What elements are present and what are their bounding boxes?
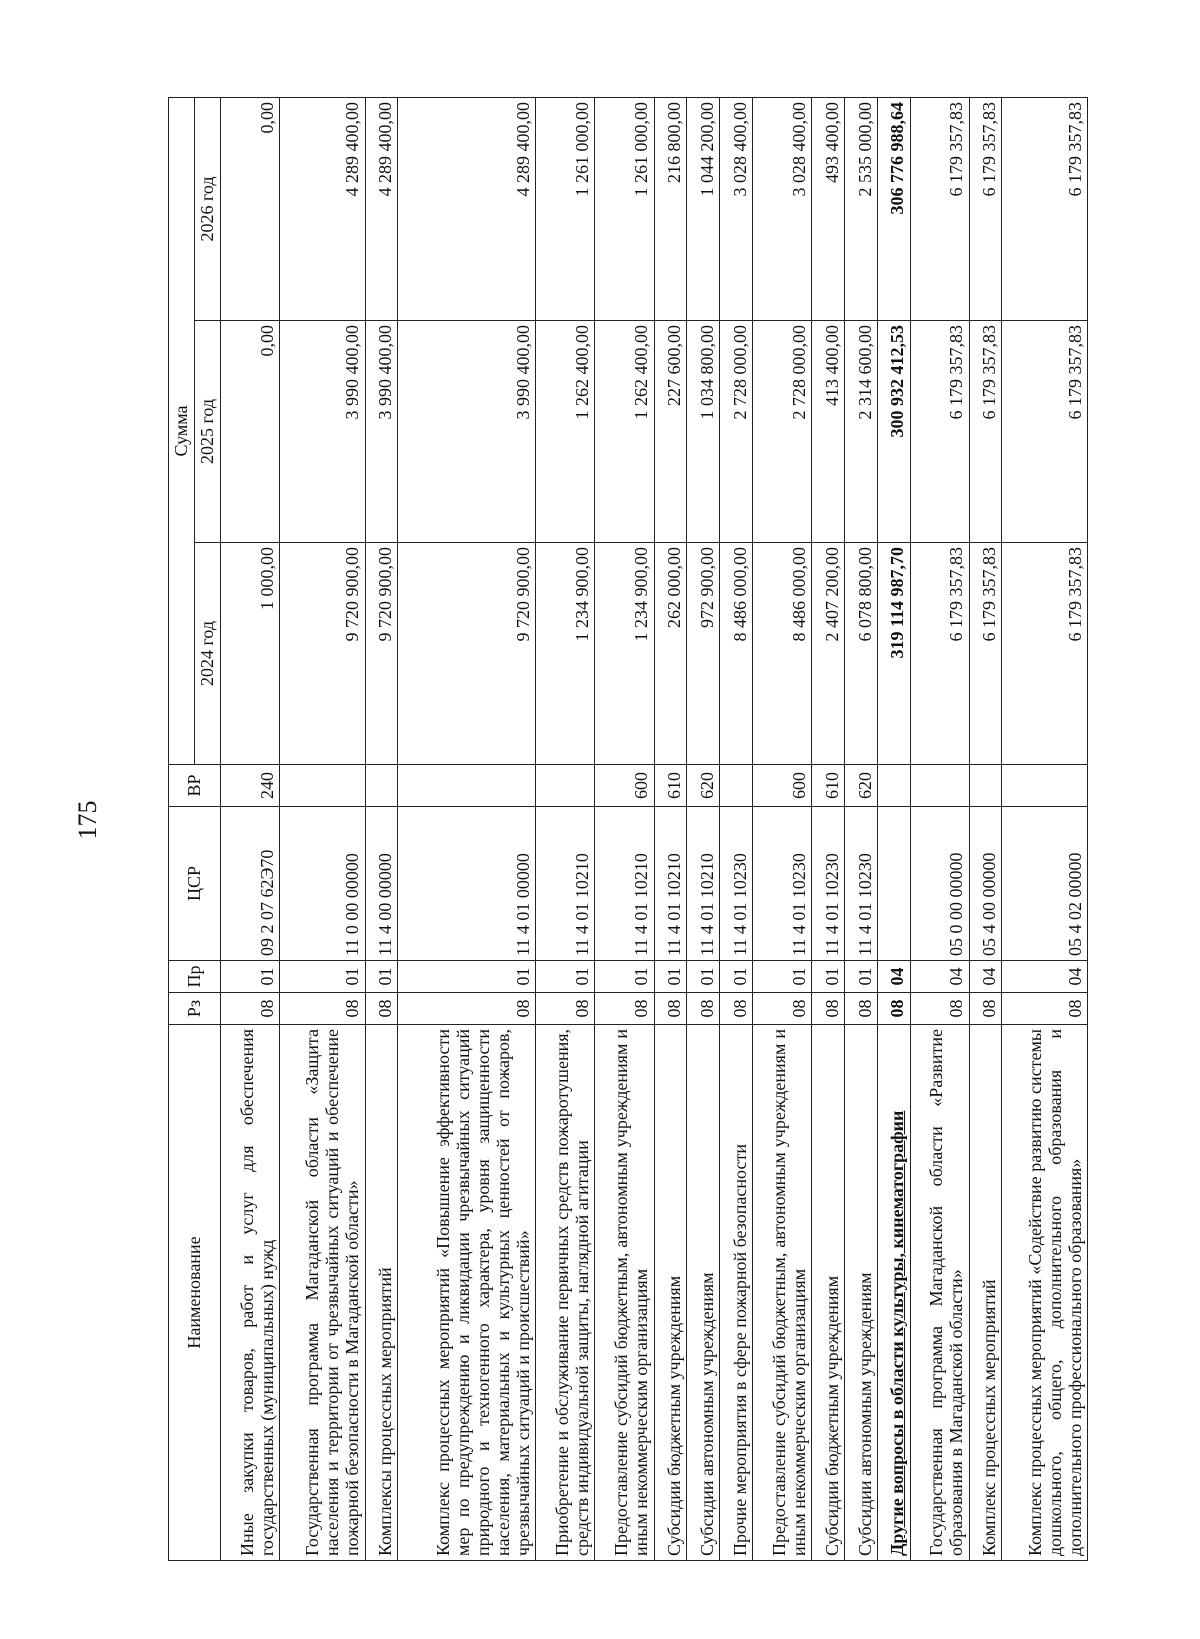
row-csr-cell: 11 4 01 10210: [536, 807, 595, 961]
row-csr-cell: 05 4 02 00000: [1002, 807, 1088, 961]
row-name-cell: Прочие мероприятия в сфере пожарной безопасности: [720, 1025, 753, 1561]
row-name-cell: Субсидии бюджетным учреждениям: [654, 1025, 687, 1561]
row-csr-cell: 11 4 01 00000: [398, 807, 536, 961]
row-vr-cell: 620: [687, 765, 720, 807]
row-sum-2026-cell: 216 800,00: [654, 97, 687, 320]
row-sum-2025-cell: 3 990 400,00: [365, 321, 398, 543]
row-rz-cell: 08: [536, 993, 595, 1025]
row-name-cell: Субсидии автономным учреждениям: [844, 1025, 877, 1561]
row-pr-cell: 04: [910, 961, 969, 993]
table-row: [910, 97, 969, 1560]
row-pr-cell: 01: [221, 961, 280, 993]
header-year-2026: 2026 год: [195, 97, 221, 320]
row-name-cell: Иные закупки товаров, работ и услуг для обеспечения государственных (муниципальных) нужд: [221, 1025, 280, 1561]
row-csr-cell: 11 4 01 10230: [812, 807, 845, 961]
row-csr-cell: 11 4 01 10210: [595, 807, 654, 961]
row-sum-2025-cell: 3 990 400,00: [398, 321, 536, 543]
budget-table-rotated: [168, 98, 1088, 1561]
row-pr-cell: 01: [720, 961, 753, 993]
row-sum-2024-cell: 9 720 900,00: [365, 543, 398, 765]
row-sum-2026-cell: 1 044 200,00: [687, 97, 720, 320]
row-sum-2026-cell: 4 289 400,00: [280, 97, 365, 320]
row-sum-2026-cell: 6 179 357,83: [910, 97, 969, 320]
row-pr-cell: 04: [969, 961, 1002, 993]
table-row: [654, 97, 687, 1560]
header-pr: Пр: [169, 961, 221, 993]
row-sum-2024-cell: 319 114 987,70: [877, 543, 910, 765]
row-sum-2026-cell: 1 261 000,00: [536, 97, 595, 320]
row-name-cell: Комплекс процессных мероприятий «Содействие развитию системы дошкольного, общего, дополнительного образования и дополнительного профессионального образования»: [1002, 1025, 1088, 1561]
row-pr-cell: 01: [595, 961, 654, 993]
row-sum-2026-cell: 2 535 000,00: [844, 97, 877, 320]
row-sum-2026-cell: 493 400,00: [812, 97, 845, 320]
row-sum-2026-cell: 3 028 400,00: [720, 97, 753, 320]
row-name-cell: Субсидии автономным учреждениям: [687, 1025, 720, 1561]
table-row: [398, 97, 536, 1560]
row-vr-cell: [1002, 765, 1088, 807]
row-csr-cell: 11 4 01 10210: [687, 807, 720, 961]
row-pr-cell: 04: [1002, 961, 1088, 993]
table-row: [877, 97, 910, 1560]
row-pr-cell: 01: [398, 961, 536, 993]
row-name-cell: Приобретение и обслуживание первичных средств пожаротушения, средств индивидуальной защиты, наглядной агитации: [536, 1025, 595, 1561]
row-sum-2025-cell: 227 600,00: [654, 321, 687, 543]
row-sum-2024-cell: 6 179 357,83: [969, 543, 1002, 765]
row-sum-2024-cell: 8 486 000,00: [720, 543, 753, 765]
row-rz-cell: 08: [398, 993, 536, 1025]
table-row: [595, 97, 654, 1560]
table-row: [280, 97, 365, 1560]
row-sum-2024-cell: 1 234 900,00: [536, 543, 595, 765]
row-rz-cell: 08: [280, 993, 365, 1025]
row-sum-2024-cell: 9 720 900,00: [398, 543, 536, 765]
row-vr-cell: 600: [595, 765, 654, 807]
row-rz-cell: 08: [752, 993, 811, 1025]
row-name-cell: Государственная программа Магаданской области «Защита населения и территории от чрезвычайных ситуаций и обеспечение пожарной безопасности в Магаданской области»: [280, 1025, 365, 1561]
row-sum-2026-cell: 6 179 357,83: [969, 97, 1002, 320]
row-vr-cell: [398, 765, 536, 807]
row-vr-cell: 240: [221, 765, 280, 807]
row-vr-cell: [720, 765, 753, 807]
row-sum-2025-cell: 6 179 357,83: [1002, 321, 1088, 543]
row-vr-cell: [536, 765, 595, 807]
table-row: [1002, 97, 1088, 1560]
row-csr-cell: 11 4 01 10210: [654, 807, 687, 961]
row-vr-cell: 610: [812, 765, 845, 807]
row-sum-2024-cell: 972 900,00: [687, 543, 720, 765]
row-pr-cell: 01: [687, 961, 720, 993]
header-csr: ЦСР: [169, 807, 221, 961]
row-vr-cell: 610: [654, 765, 687, 807]
row-name-cell: Комплекс процессных мероприятий «Повышение эффективности мер по предупреждению и ликвидации чрезвычайных ситуаций природного и техногенного характера, уровня защищенности населения, материальных и культурных ценностей от пожаров, чрезвычайных ситуаций и происшествий»: [398, 1025, 536, 1561]
table-row: [969, 97, 1002, 1560]
table-row: [812, 97, 845, 1560]
table-row: [365, 97, 398, 1560]
row-sum-2024-cell: 6 179 357,83: [910, 543, 969, 765]
row-rz-cell: 08: [844, 993, 877, 1025]
row-sum-2025-cell: 1 262 400,00: [595, 321, 654, 543]
table-row: [752, 97, 811, 1560]
row-sum-2025-cell: 1 262 400,00: [536, 321, 595, 543]
row-sum-2025-cell: 6 179 357,83: [910, 321, 969, 543]
row-sum-2025-cell: 0,00: [221, 321, 280, 543]
row-pr-cell: 01: [365, 961, 398, 993]
row-sum-2024-cell: 8 486 000,00: [752, 543, 811, 765]
row-sum-2024-cell: 262 000,00: [654, 543, 687, 765]
row-sum-2026-cell: 4 289 400,00: [398, 97, 536, 320]
row-csr-cell: 11 0 00 00000: [280, 807, 365, 961]
row-sum-2026-cell: 306 776 988,64: [877, 97, 910, 320]
row-sum-2026-cell: 0,00: [221, 97, 280, 320]
row-pr-cell: 01: [536, 961, 595, 993]
row-sum-2026-cell: 6 179 357,83: [1002, 97, 1088, 320]
row-name-cell: Государственная программа Магаданской области «Развитие образования в Магаданской области»: [910, 1025, 969, 1561]
row-name-cell: Комплекс процессных мероприятий: [969, 1025, 1002, 1561]
row-csr-cell: 11 4 00 00000: [365, 807, 398, 961]
row-sum-2025-cell: 300 932 412,53: [877, 321, 910, 543]
row-rz-cell: 08: [687, 993, 720, 1025]
row-name-cell: Комплексы процессных мероприятий: [365, 1025, 398, 1561]
row-pr-cell: 01: [752, 961, 811, 993]
row-vr-cell: [280, 765, 365, 807]
row-name-cell: Предоставление субсидий бюджетным, автономным учреждениям и иным некоммерческим организациям: [752, 1025, 811, 1561]
row-pr-cell: 01: [280, 961, 365, 993]
row-rz-cell: 08: [654, 993, 687, 1025]
header-sum: Сумма: [169, 97, 195, 764]
row-sum-2024-cell: 6 179 357,83: [1002, 543, 1088, 765]
table-row: [687, 97, 720, 1560]
page-number: 175: [73, 800, 102, 840]
row-sum-2026-cell: 3 028 400,00: [752, 97, 811, 320]
row-csr-cell: 05 4 00 00000: [969, 807, 1002, 961]
row-sum-2024-cell: 1 234 900,00: [595, 543, 654, 765]
row-name-cell: Другие вопросы в области культуры, кинематографии: [877, 1025, 910, 1561]
row-rz-cell: 08: [910, 993, 969, 1025]
row-vr-cell: [877, 765, 910, 807]
row-rz-cell: 08: [720, 993, 753, 1025]
row-csr-cell: 11 4 01 10230: [752, 807, 811, 961]
row-csr-cell: 11 4 01 10230: [720, 807, 753, 961]
row-pr-cell: 04: [877, 961, 910, 993]
row-rz-cell: 08: [969, 993, 1002, 1025]
row-rz-cell: 08: [595, 993, 654, 1025]
row-name-cell: Предоставление субсидий бюджетным, автономным учреждениям и иным некоммерческим организациям: [595, 1025, 654, 1561]
header-name: Наименование: [169, 1025, 221, 1561]
row-vr-cell: 620: [844, 765, 877, 807]
row-vr-cell: [910, 765, 969, 807]
table-row: [844, 97, 877, 1560]
row-sum-2025-cell: 2 314 600,00: [844, 321, 877, 543]
table-row: [720, 97, 753, 1560]
row-pr-cell: 01: [654, 961, 687, 993]
row-sum-2025-cell: 6 179 357,83: [969, 321, 1002, 543]
row-sum-2025-cell: 3 990 400,00: [280, 321, 365, 543]
row-sum-2024-cell: 2 407 200,00: [812, 543, 845, 765]
row-pr-cell: 01: [844, 961, 877, 993]
row-rz-cell: 08: [221, 993, 280, 1025]
table-row: [221, 97, 280, 1560]
row-sum-2025-cell: 1 034 800,00: [687, 321, 720, 543]
row-sum-2026-cell: 1 261 000,00: [595, 97, 654, 320]
row-csr-cell: [877, 807, 910, 961]
row-csr-cell: 09 2 07 62Э70: [221, 807, 280, 961]
row-sum-2024-cell: 9 720 900,00: [280, 543, 365, 765]
header-year-2025: 2025 год: [195, 321, 221, 543]
row-sum-2025-cell: 413 400,00: [812, 321, 845, 543]
header-rz: Рз: [169, 993, 221, 1025]
row-pr-cell: 01: [812, 961, 845, 993]
row-rz-cell: 08: [877, 993, 910, 1025]
row-sum-2024-cell: 1 000,00: [221, 543, 280, 765]
row-rz-cell: 08: [812, 993, 845, 1025]
table-row: [536, 97, 595, 1560]
row-name-cell: Субсидии бюджетным учреждениям: [812, 1025, 845, 1561]
row-sum-2025-cell: 2 728 000,00: [720, 321, 753, 543]
row-rz-cell: 08: [365, 993, 398, 1025]
row-csr-cell: 05 0 00 00000: [910, 807, 969, 961]
header-vr: ВР: [169, 765, 221, 807]
row-vr-cell: [969, 765, 1002, 807]
row-csr-cell: 11 4 01 10230: [844, 807, 877, 961]
row-sum-2026-cell: 4 289 400,00: [365, 97, 398, 320]
row-rz-cell: 08: [1002, 993, 1088, 1025]
header-year-2024: 2024 год: [195, 543, 221, 765]
row-sum-2024-cell: 6 078 800,00: [844, 543, 877, 765]
row-vr-cell: [365, 765, 398, 807]
row-vr-cell: 600: [752, 765, 811, 807]
row-sum-2025-cell: 2 728 000,00: [752, 321, 811, 543]
budget-table: [168, 97, 1088, 1561]
